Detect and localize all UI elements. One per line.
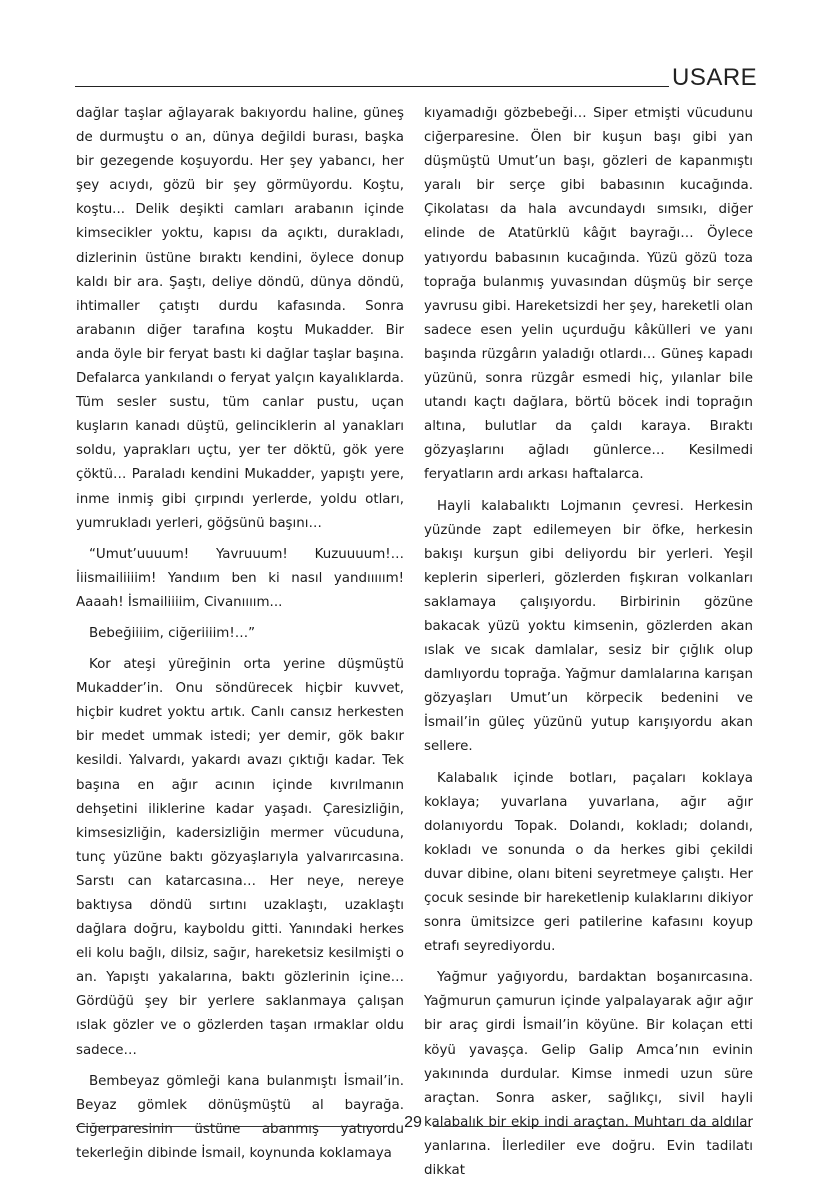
right-column — [424, 102, 753, 1183]
paragraph: Kalabalık içinde botları, paçaları koklaya koklaya; yuvarlana yuvarlana, ağır ağır dolanıyordu Topak. Dolandı, kokladı; dolandı, kokladı ve sonunda o da herkes gibi çekildi duvar dibine, olanı biteni seyretmeye çalıştı. Her çocuk sesinde bir hareketlenip kulaklarını dikiyor sonra ümitsizce geri patilerine kafasını koyup etrafı seyrediyordu. — [424, 770, 753, 955]
paragraph: dağlar taşlar ağlayarak bakıyordu haline, güneş de durmuştu o an, dünya değildi burası, başka bir gezegende koşuyordu. Her şey yabancı, her şey acıydı, gözü bir şey görmüyordu. Koştu, koştu... Delik deşikti camları arabanın içinde kimsecikler yoktu, kapısı da açıktı, durakladı, dizlerinin üstüne bıraktı kendini, öylece donup kaldı bir ara. Şaştı, deliye döndü, dünya döndü, ihtimaller çatıştı durdu kafasında. Sonra arabanın diğer tarafına koştu Mukadder. Bir anda öyle bir feryat bastı ki dağlar taşlar başına. Defalarca yankılandı o feryat yalçın kayalıklarda. Tüm sesler sustu, tüm canlar pustu, uçan kuşların kanadı düştü, gelinciklerin al yanakları soldu, yaprakları uçtu, yer ter döktü, gök yere çöktü… Paraladı kendini Mukadder, yapıştı yere, inme inmiş gibi çırpındı yerlerde, yoldu otları, yumrukladı yerleri, göğsünü başını… — [76, 106, 404, 531]
header-rule — [75, 86, 669, 87]
paragraph: Hayli kalabalıktı Lojmanın çevresi. Herkesin yüzünde zapt edilemeyen bir öfke, herkesin bakışı kurşun gibi deliyordu bir yerleri. Yeşil keplerin siperleri, gözlerden fışkıran volkanları saklamaya çalışıyordu. Birbirinin gözüne bakacak yüzü yoktu kimsenin, gözlerden akan ıslak ve sıcak damlalar, sesiz bir çığlık olup damlıyordu toprağa. Yağmur damlalarına karışan gözyaşları Umut’un körpecik bedenini ve İsmail’in güleç yüzünü yutup karışıyordu akan sellere. — [424, 498, 753, 755]
journal-name: USARE — [672, 64, 758, 91]
footer-rule-left — [76, 1126, 393, 1127]
paragraph: kıyamadığı gözbebeği… Siper etmişti vücudunu ciğerparesine. Ölen bir kuşun başı gibi yan düşmüştü Umut’un başı, gözleri de kapanmıştı yaralı bir serçe gibi babasının kucağında. Çikolatası da hala avcundaydı sımsıkı, diğer elinde de Atatürklü kâğıt bayrağı… Öylece yatıyordu babasının kucağında. Yüzü gözü toza toprağa bulanmış yuvasından düşmüş bir serçe yavrusu gibi. Hareketsizdi her şey, hareketli olan sadece esen yelin uçurduğu kâkülleri ve yanı başında rüzgârın yaladığı otlardı… Güneş kapadı yüzünü, sonra rüzgâr esmedi hiç, yılanlar bile utandı kaçtı dağlara, börtü böcek indi toprağın altına, bulutlar da çaldı karaya. Bıraktı gözyaşlarını ağladı günlerce… Kesilmedi feryatların ardı arkası haftalarca. — [424, 106, 753, 483]
page-number: 29 — [404, 1114, 422, 1131]
paragraph: Yağmur yağıyordu, bardaktan boşanırcasına. Yağmurun çamurun içinde yalpalayarak ağır ağır bir araç girdi İsmail’in köyüne. Bir kolaçan etti köyü yavaşça. Gelip Galip Amca’nın evinin yakınında durdular. Kimse inmedi uzun süre araçtan. Sonra asker, sağlıkçı, sivil hayli kalabalık bir ekip indi araçtan. Muhtarı da aldılar yanlarına. İlerlediler eve doğru. Evin tadilatı dikkat — [424, 970, 753, 1179]
paragraph: “Umut’uuuum! Yavruuum! Kuzuuuum!… İiismailiiiim! Yandıım ben ki nasıl yandııııım! Aaaah! İsmailiiiim, Civanıııım... — [76, 546, 404, 610]
paragraph: Bembeyaz gömleği kana bulanmıştı İsmail’in. Beyaz gömlek dönüşmüştü al bayrağa. Ciğerparesinin üstüne abanmış yatıyordu tekerleğin dibinde İsmail, koynunda koklamaya — [76, 1073, 404, 1161]
paragraph: Bebeğiiiim, ciğeriiiim!…” — [89, 625, 256, 641]
left-column — [76, 102, 404, 1166]
paragraph: Kor ateşi yüreğinin orta yerine düşmüştü Mukadder’in. Onu söndürecek hiçbir kuvvet, hiçbir kudret yoktu artık. Canlı cansız herkesten bir medet ummak istedi; yer demir, gök bakır kesildi. Yalvardı, yakardı avazı çıktığı kadar. Tek başına en ağır acının içinde kıvrılmanın dehşetini iliklerine kadar yaşadı. Çaresizliğin, kimsesizliğin, kadersizliğin mermer vücuduna, tunç yüzüne baktı gözyaşlarıyla yalvarırcasına. Sarstı can katarcasına… Her neye, nereye baktıysa döndü sırtını uzaklaştı, uzaklaştı dağlara doğru, kayboldu gitti. Yanındaki herkes eli kolu bağlı, dilsiz, sağır, hareketsiz kesilmişti o an. Yapıştı yakalarına, baktı gözlerinin içine… Gördüğü şey bir yerlere saklanmaya çalışan ıslak gözler ve o gözlerden taşan ırmaklar oldu sadece… — [76, 657, 404, 1058]
footer-rule-right — [433, 1126, 751, 1127]
